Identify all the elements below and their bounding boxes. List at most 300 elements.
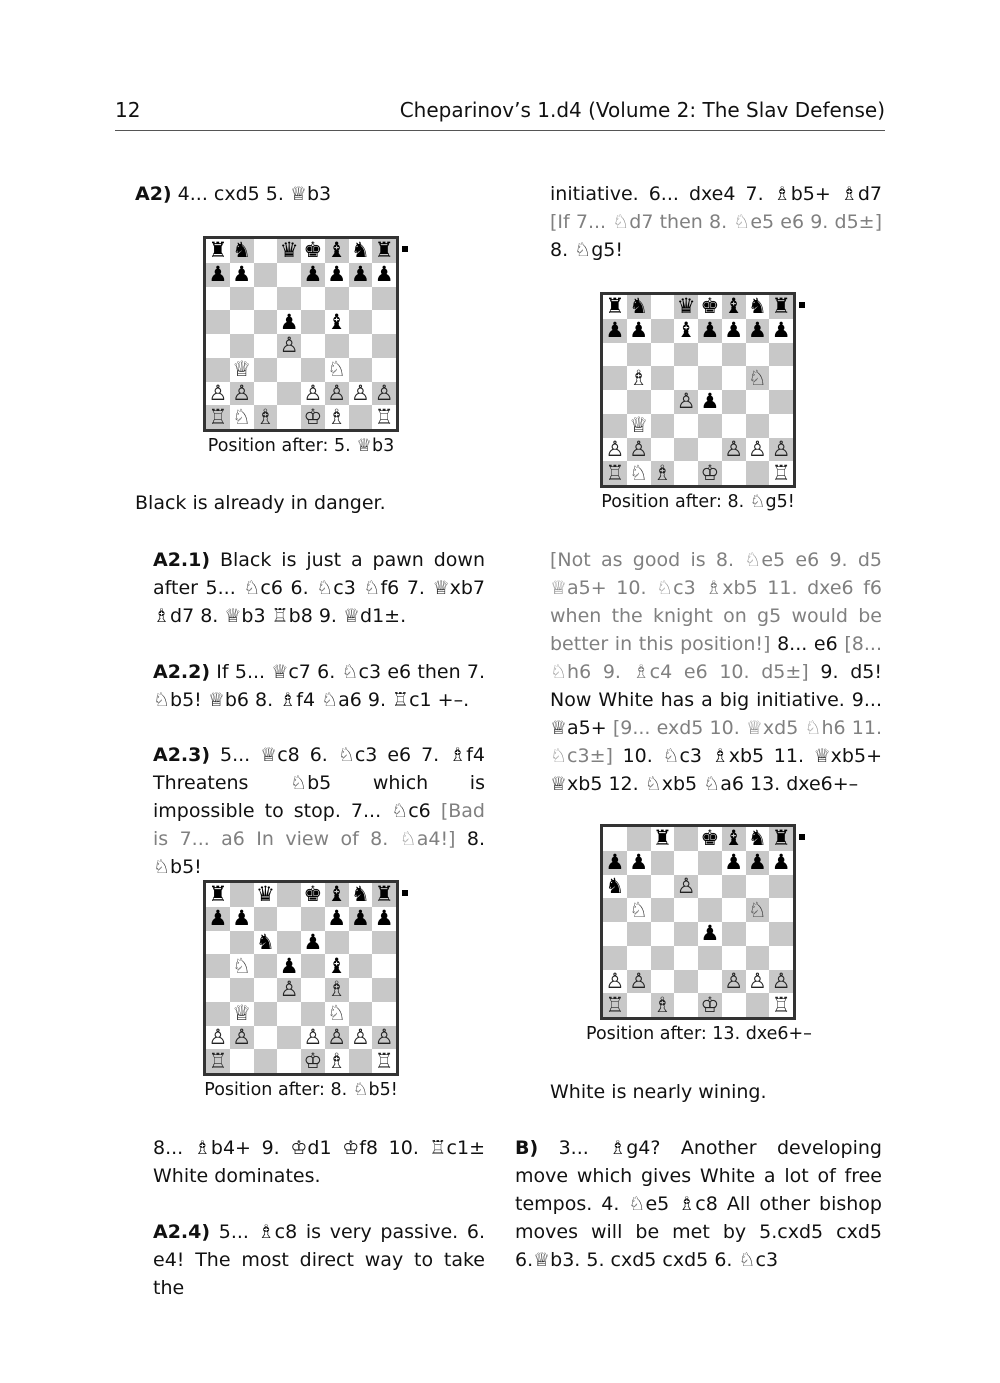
diagram-3-caption: Position after: 8. ♘g5!: [601, 492, 795, 512]
board-square: [769, 414, 793, 438]
board-square: [651, 851, 675, 875]
board-square: [651, 390, 675, 414]
board-square: [254, 382, 278, 406]
running-header: [115, 96, 885, 131]
board-square: [372, 954, 396, 978]
black-rook-icon: ♜: [206, 239, 230, 263]
black-knight-icon: ♞: [349, 239, 373, 263]
board-square: [746, 461, 770, 485]
white-rook-icon: ♖: [769, 461, 793, 485]
board-square: [651, 319, 675, 343]
variation-not-as-good: [Not as good is 8. ♘e5 e6 9. d5 ♕a5+ 10. ♘c3 ♗xb5 11. dxe6 f6 when the knight on g5 would be better in this position!]: [550, 549, 882, 655]
white-knight-icon: ♘: [746, 366, 770, 390]
section-a2-2-text: If 5... ♕c7 6. ♘c3 e6 then 7. ♘b5! ♕b6 8. ♗f4 ♘a6 9. ♖c1 +–.: [153, 661, 485, 711]
board-square: [674, 898, 698, 922]
board-square: [254, 239, 278, 263]
white-pawn-icon: ♙: [722, 438, 746, 462]
chess-diagram-4: [600, 824, 796, 1020]
board-square: [301, 287, 325, 311]
black-pawn-icon: ♟: [206, 907, 230, 931]
black-pawn-icon: ♟: [698, 922, 722, 946]
board-square: [603, 946, 627, 970]
black-bishop-icon: ♝: [325, 954, 349, 978]
variation-9-exd5: [9... exd5 10. ♕xd5 ♘h6 11. ♘c3±]: [550, 717, 882, 767]
white-king-icon: ♔: [301, 1049, 325, 1073]
section-a2-3-end: 8. ♘b5!: [153, 828, 486, 878]
board-square: [254, 1002, 278, 1026]
board-square: [674, 366, 698, 390]
white-pawn-icon: ♙: [722, 970, 746, 994]
section-a2: [135, 180, 495, 208]
black-rook-icon: ♜: [603, 295, 627, 319]
board-square: [206, 978, 230, 1002]
board-square: [722, 414, 746, 438]
white-queen-icon: ♕: [230, 358, 254, 382]
board-square: [722, 922, 746, 946]
white-rook-icon: ♖: [603, 993, 627, 1017]
white-pawn-icon: ♙: [206, 382, 230, 406]
white-pawn-icon: ♙: [627, 970, 651, 994]
board-square: [254, 287, 278, 311]
board-square: [206, 334, 230, 358]
board-square: [722, 898, 746, 922]
white-pawn-icon: ♙: [674, 875, 698, 899]
white-king-icon: ♔: [698, 993, 722, 1017]
section-a2-1: [153, 546, 485, 630]
board-square: [603, 898, 627, 922]
black-pawn-icon: ♟: [230, 263, 254, 287]
black-pawn-icon: ♟: [230, 907, 254, 931]
black-pawn-icon: ♟: [746, 319, 770, 343]
white-pawn-icon: ♙: [277, 978, 301, 1002]
board-square: [230, 287, 254, 311]
variation-8-h6: [8... ♘h6 9. ♗c4 e6 10. d5±]: [550, 633, 882, 683]
board-square: [277, 1049, 301, 1073]
board-square: [277, 883, 301, 907]
danger-note: Black is already in danger.: [135, 492, 386, 514]
board-square: [230, 883, 254, 907]
black-rook-icon: ♜: [372, 883, 396, 907]
board-square: [277, 931, 301, 955]
black-pawn-icon: ♟: [603, 851, 627, 875]
board-square: [698, 875, 722, 899]
section-a2-1-text: Black is just a pawn down after 5... ♘c6 6. ♘c3 ♘f6 7. ♕xb7 ♗d7 8. ♕b3 ♖b8 9. ♕d1±.: [153, 549, 485, 627]
board-square: [301, 978, 325, 1002]
black-pawn-icon: ♟: [722, 319, 746, 343]
black-king-icon: ♚: [698, 827, 722, 851]
board-square: [651, 875, 675, 899]
board-square: [230, 310, 254, 334]
board-square: [769, 898, 793, 922]
chess-diagram-2: [203, 880, 399, 1076]
black-pawn-icon: ♟: [372, 263, 396, 287]
black-pawn-icon: ♟: [301, 263, 325, 287]
black-king-icon: ♚: [698, 295, 722, 319]
board-square: [722, 875, 746, 899]
board-square: [206, 931, 230, 955]
section-a2-4: [153, 1218, 485, 1302]
diagram-1-caption: Position after: 5. ♕b3: [207, 436, 395, 456]
board-square: [651, 366, 675, 390]
board-square: [349, 954, 373, 978]
black-pawn-icon: ♟: [603, 319, 627, 343]
board-square: [651, 922, 675, 946]
board-square: [254, 358, 278, 382]
board-square: [698, 851, 722, 875]
white-pawn-icon: ♙: [325, 1026, 349, 1050]
board-square: [603, 827, 627, 851]
black-king-icon: ♚: [301, 239, 325, 263]
board-square: [627, 946, 651, 970]
black-pawn-icon: ♟: [698, 319, 722, 343]
board-square: [722, 946, 746, 970]
book-title: Cheparinov’s 1.d4 (Volume 2: The Slav Defense): [399, 98, 885, 122]
board-square: [627, 343, 651, 367]
board-square: [277, 907, 301, 931]
black-knight-icon: ♞: [349, 883, 373, 907]
white-bishop-icon: ♗: [325, 1049, 349, 1073]
section-a2-3: [153, 741, 485, 881]
board-square: [722, 461, 746, 485]
white-knight-icon: ♘: [230, 405, 254, 429]
main-move-8: 8... e6: [770, 633, 845, 655]
black-knight-icon: ♞: [627, 295, 651, 319]
black-queen-icon: ♛: [254, 883, 278, 907]
board-square: [722, 366, 746, 390]
white-pawn-icon: ♙: [372, 1026, 396, 1050]
black-rook-icon: ♜: [651, 827, 675, 851]
section-a2-4-text: 5... ♗c8 is very passive. 6. e4! The most direct way to take the: [153, 1221, 485, 1299]
white-bishop-icon: ♗: [325, 405, 349, 429]
board-square: [372, 931, 396, 955]
white-pawn-icon: ♙: [230, 382, 254, 406]
white-pawn-icon: ♙: [301, 382, 325, 406]
section-a2-2: [153, 658, 485, 714]
black-rook-icon: ♜: [206, 883, 230, 907]
white-rook-icon: ♖: [769, 993, 793, 1017]
white-knight-icon: ♘: [627, 461, 651, 485]
page-number: 12: [115, 98, 141, 122]
chess-diagram-3: [600, 292, 796, 488]
board-square: [674, 922, 698, 946]
board-square: [254, 310, 278, 334]
white-pawn-icon: ♙: [301, 1026, 325, 1050]
board-square: [277, 382, 301, 406]
white-bishop-icon: ♗: [651, 461, 675, 485]
board-square: [206, 310, 230, 334]
section-b-text: 3... ♗g4? Another developing move which gives White a lot of free tempos. 4. ♘e5 ♗c8 All other bishop moves will be met by 5.cxd5 cxd5 6.♕b3. 5. cxd5 cxd5 6. ♘c3: [515, 1137, 882, 1271]
section-a2-4-heading: A2.4): [153, 1221, 211, 1243]
black-bishop-icon: ♝: [325, 883, 349, 907]
board-square: [603, 343, 627, 367]
white-pawn-icon: ♙: [769, 970, 793, 994]
white-bishop-icon: ♗: [254, 405, 278, 429]
board-square: [627, 922, 651, 946]
white-bishop-icon: ♗: [325, 978, 349, 1002]
board-square: [230, 334, 254, 358]
white-knight-icon: ♘: [230, 954, 254, 978]
board-square: [698, 970, 722, 994]
white-knight-icon: ♘: [746, 898, 770, 922]
board-square: [206, 954, 230, 978]
side-to-move-marker: [402, 890, 408, 896]
black-pawn-icon: ♟: [627, 851, 651, 875]
side-to-move-marker: [402, 246, 408, 252]
board-square: [206, 358, 230, 382]
chess-diagram-1: [203, 236, 399, 432]
black-pawn-icon: ♟: [277, 310, 301, 334]
board-square: [674, 461, 698, 485]
black-rook-icon: ♜: [769, 295, 793, 319]
board-square: [651, 946, 675, 970]
white-pawn-icon: ♙: [372, 382, 396, 406]
section-a2-3-variation: [Bad is 7... a6 In view of 8. ♘a4!]: [153, 800, 485, 850]
black-pawn-icon: ♟: [698, 390, 722, 414]
board-square: [746, 875, 770, 899]
main-move-9: 9. d5! Now White has a big initiative. 9... ♕a5+: [550, 661, 882, 739]
black-rook-icon: ♜: [769, 827, 793, 851]
board-square: [325, 931, 349, 955]
white-knight-icon: ♘: [325, 1002, 349, 1026]
black-bishop-icon: ♝: [325, 239, 349, 263]
black-pawn-icon: ♟: [325, 907, 349, 931]
board-square: [722, 390, 746, 414]
black-pawn-icon: ♟: [301, 931, 325, 955]
board-square: [349, 334, 373, 358]
white-pawn-icon: ♙: [230, 1026, 254, 1050]
white-pawn-icon: ♙: [325, 382, 349, 406]
board-square: [746, 390, 770, 414]
board-square: [698, 898, 722, 922]
after-move-8: 8... ♗b4+ 9. ♔d1 ♔f8 10. ♖c1± White dominates.: [153, 1137, 485, 1187]
diagram-4-caption: Position after: 13. dxe6+–: [586, 1024, 812, 1044]
board-square: [254, 1026, 278, 1050]
white-pawn-icon: ♙: [603, 970, 627, 994]
white-bishop-icon: ♗: [627, 366, 651, 390]
board-square: [746, 946, 770, 970]
board-square: [349, 358, 373, 382]
board-square: [277, 405, 301, 429]
section-a2-heading: A2): [135, 183, 172, 205]
black-pawn-icon: ♟: [349, 263, 373, 287]
white-bishop-icon: ♗: [651, 993, 675, 1017]
board-square: [277, 1002, 301, 1026]
board-square: [206, 1002, 230, 1026]
black-pawn-icon: ♟: [769, 319, 793, 343]
black-knight-icon: ♞: [603, 875, 627, 899]
white-pawn-icon: ♙: [603, 438, 627, 462]
continuation-main: initiative. 6... dxe4 7. ♗b5+ ♗d7: [550, 183, 882, 205]
board-square: [277, 287, 301, 311]
white-pawn-icon: ♙: [746, 438, 770, 462]
black-pawn-icon: ♟: [206, 263, 230, 287]
white-pawn-icon: ♙: [277, 334, 301, 358]
white-pawn-icon: ♙: [349, 382, 373, 406]
white-pawn-icon: ♙: [206, 1026, 230, 1050]
white-king-icon: ♔: [698, 461, 722, 485]
section-a2-moves: 4... cxd5 5. ♕b3: [171, 183, 332, 205]
board-square: [254, 907, 278, 931]
board-square: [651, 343, 675, 367]
black-knight-icon: ♞: [254, 931, 278, 955]
board-square: [372, 334, 396, 358]
continuation-variation: [If 7... ♘d7 then 8. ♘e5 e6 9. d5±]: [550, 211, 882, 233]
board-square: [301, 334, 325, 358]
board-square: [603, 390, 627, 414]
board-square: [769, 875, 793, 899]
board-square: [603, 922, 627, 946]
white-knight-icon: ♘: [325, 358, 349, 382]
black-bishop-icon: ♝: [674, 319, 698, 343]
white-pawn-icon: ♙: [746, 970, 770, 994]
board-square: [349, 931, 373, 955]
black-rook-icon: ♜: [372, 239, 396, 263]
board-square: [769, 922, 793, 946]
main-line-paragraph: [550, 546, 882, 798]
board-square: [746, 414, 770, 438]
board-square: [722, 993, 746, 1017]
board-square: [698, 366, 722, 390]
board-square: [674, 438, 698, 462]
board-square: [746, 922, 770, 946]
board-square: [769, 366, 793, 390]
board-square: [698, 343, 722, 367]
board-square: [674, 414, 698, 438]
main-move-10-13: 10. ♘c3 ♗xb5 11. ♕xb5+ ♕xb5 12. ♘xb5 ♘a6 13. dxe6+–: [550, 745, 882, 795]
board-square: [301, 310, 325, 334]
board-square: [349, 1002, 373, 1026]
board-square: [603, 366, 627, 390]
board-square: [372, 287, 396, 311]
black-pawn-icon: ♟: [277, 954, 301, 978]
black-pawn-icon: ♟: [325, 263, 349, 287]
board-square: [746, 993, 770, 1017]
board-square: [674, 993, 698, 1017]
black-knight-icon: ♞: [746, 827, 770, 851]
board-square: [301, 907, 325, 931]
white-rook-icon: ♖: [372, 1049, 396, 1073]
board-square: [254, 334, 278, 358]
section-b-heading: B): [515, 1137, 539, 1159]
white-queen-icon: ♕: [627, 414, 651, 438]
board-square: [674, 851, 698, 875]
white-pawn-icon: ♙: [627, 438, 651, 462]
board-square: [674, 946, 698, 970]
black-pawn-icon: ♟: [722, 851, 746, 875]
board-square: [325, 334, 349, 358]
black-bishop-icon: ♝: [722, 295, 746, 319]
section-a2-3-heading: A2.3): [153, 744, 211, 766]
black-pawn-icon: ♟: [746, 851, 770, 875]
white-pawn-icon: ♙: [769, 438, 793, 462]
white-pawn-icon: ♙: [674, 390, 698, 414]
white-rook-icon: ♖: [206, 1049, 230, 1073]
board-square: [627, 993, 651, 1017]
continuation-end: 8. ♘g5!: [550, 239, 623, 261]
section-a2-2-heading: A2.2): [153, 661, 211, 683]
board-square: [627, 390, 651, 414]
board-square: [651, 295, 675, 319]
board-square: [372, 310, 396, 334]
board-square: [349, 1049, 373, 1073]
black-queen-icon: ♛: [277, 239, 301, 263]
white-king-icon: ♔: [301, 405, 325, 429]
black-knight-icon: ♞: [230, 239, 254, 263]
white-rook-icon: ♖: [372, 405, 396, 429]
board-square: [230, 1049, 254, 1073]
black-bishop-icon: ♝: [722, 827, 746, 851]
board-square: [698, 438, 722, 462]
board-square: [206, 287, 230, 311]
board-square: [746, 343, 770, 367]
board-square: [603, 414, 627, 438]
board-square: [277, 358, 301, 382]
board-square: [277, 263, 301, 287]
board-square: [372, 1002, 396, 1026]
nearly-winning-note: White is nearly wining.: [550, 1081, 767, 1103]
board-square: [254, 1049, 278, 1073]
black-bishop-icon: ♝: [325, 310, 349, 334]
board-square: [372, 978, 396, 1002]
section-a2-1-heading: A2.1): [153, 549, 211, 571]
black-pawn-icon: ♟: [769, 851, 793, 875]
a2-4-continuation: [550, 180, 882, 264]
black-pawn-icon: ♟: [627, 319, 651, 343]
board-square: [651, 414, 675, 438]
white-knight-icon: ♘: [627, 898, 651, 922]
white-rook-icon: ♖: [603, 461, 627, 485]
board-square: [674, 343, 698, 367]
board-square: [769, 390, 793, 414]
board-square: [674, 970, 698, 994]
black-knight-icon: ♞: [746, 295, 770, 319]
black-pawn-icon: ♟: [349, 907, 373, 931]
board-square: [349, 405, 373, 429]
board-square: [769, 946, 793, 970]
board-square: [325, 287, 349, 311]
board-square: [651, 438, 675, 462]
board-square: [349, 978, 373, 1002]
board-square: [769, 343, 793, 367]
section-b: [515, 1134, 882, 1274]
board-square: [698, 946, 722, 970]
white-rook-icon: ♖: [206, 405, 230, 429]
side-to-move-marker: [799, 834, 805, 840]
board-square: [722, 343, 746, 367]
board-square: [230, 931, 254, 955]
board-square: [349, 287, 373, 311]
board-square: [372, 358, 396, 382]
board-square: [674, 827, 698, 851]
board-square: [277, 1026, 301, 1050]
board-square: [254, 263, 278, 287]
board-square: [301, 358, 325, 382]
board-square: [301, 1002, 325, 1026]
section-a2-3-text: 5... ♕c8 6. ♘c3 e6 7. ♗f4 Threatens ♘b5 which is impossible to stop. 7... ♘c6: [153, 744, 485, 822]
board-square: [627, 875, 651, 899]
side-to-move-marker: [799, 302, 805, 308]
board-square: [651, 970, 675, 994]
board-square: [627, 827, 651, 851]
board-square: [230, 978, 254, 1002]
diagram-2-caption: Position after: 8. ♘b5!: [204, 1080, 398, 1100]
black-queen-icon: ♛: [674, 295, 698, 319]
white-pawn-icon: ♙: [349, 1026, 373, 1050]
board-square: [651, 898, 675, 922]
board-square: [698, 414, 722, 438]
board-square: [349, 310, 373, 334]
white-queen-icon: ♕: [230, 1002, 254, 1026]
